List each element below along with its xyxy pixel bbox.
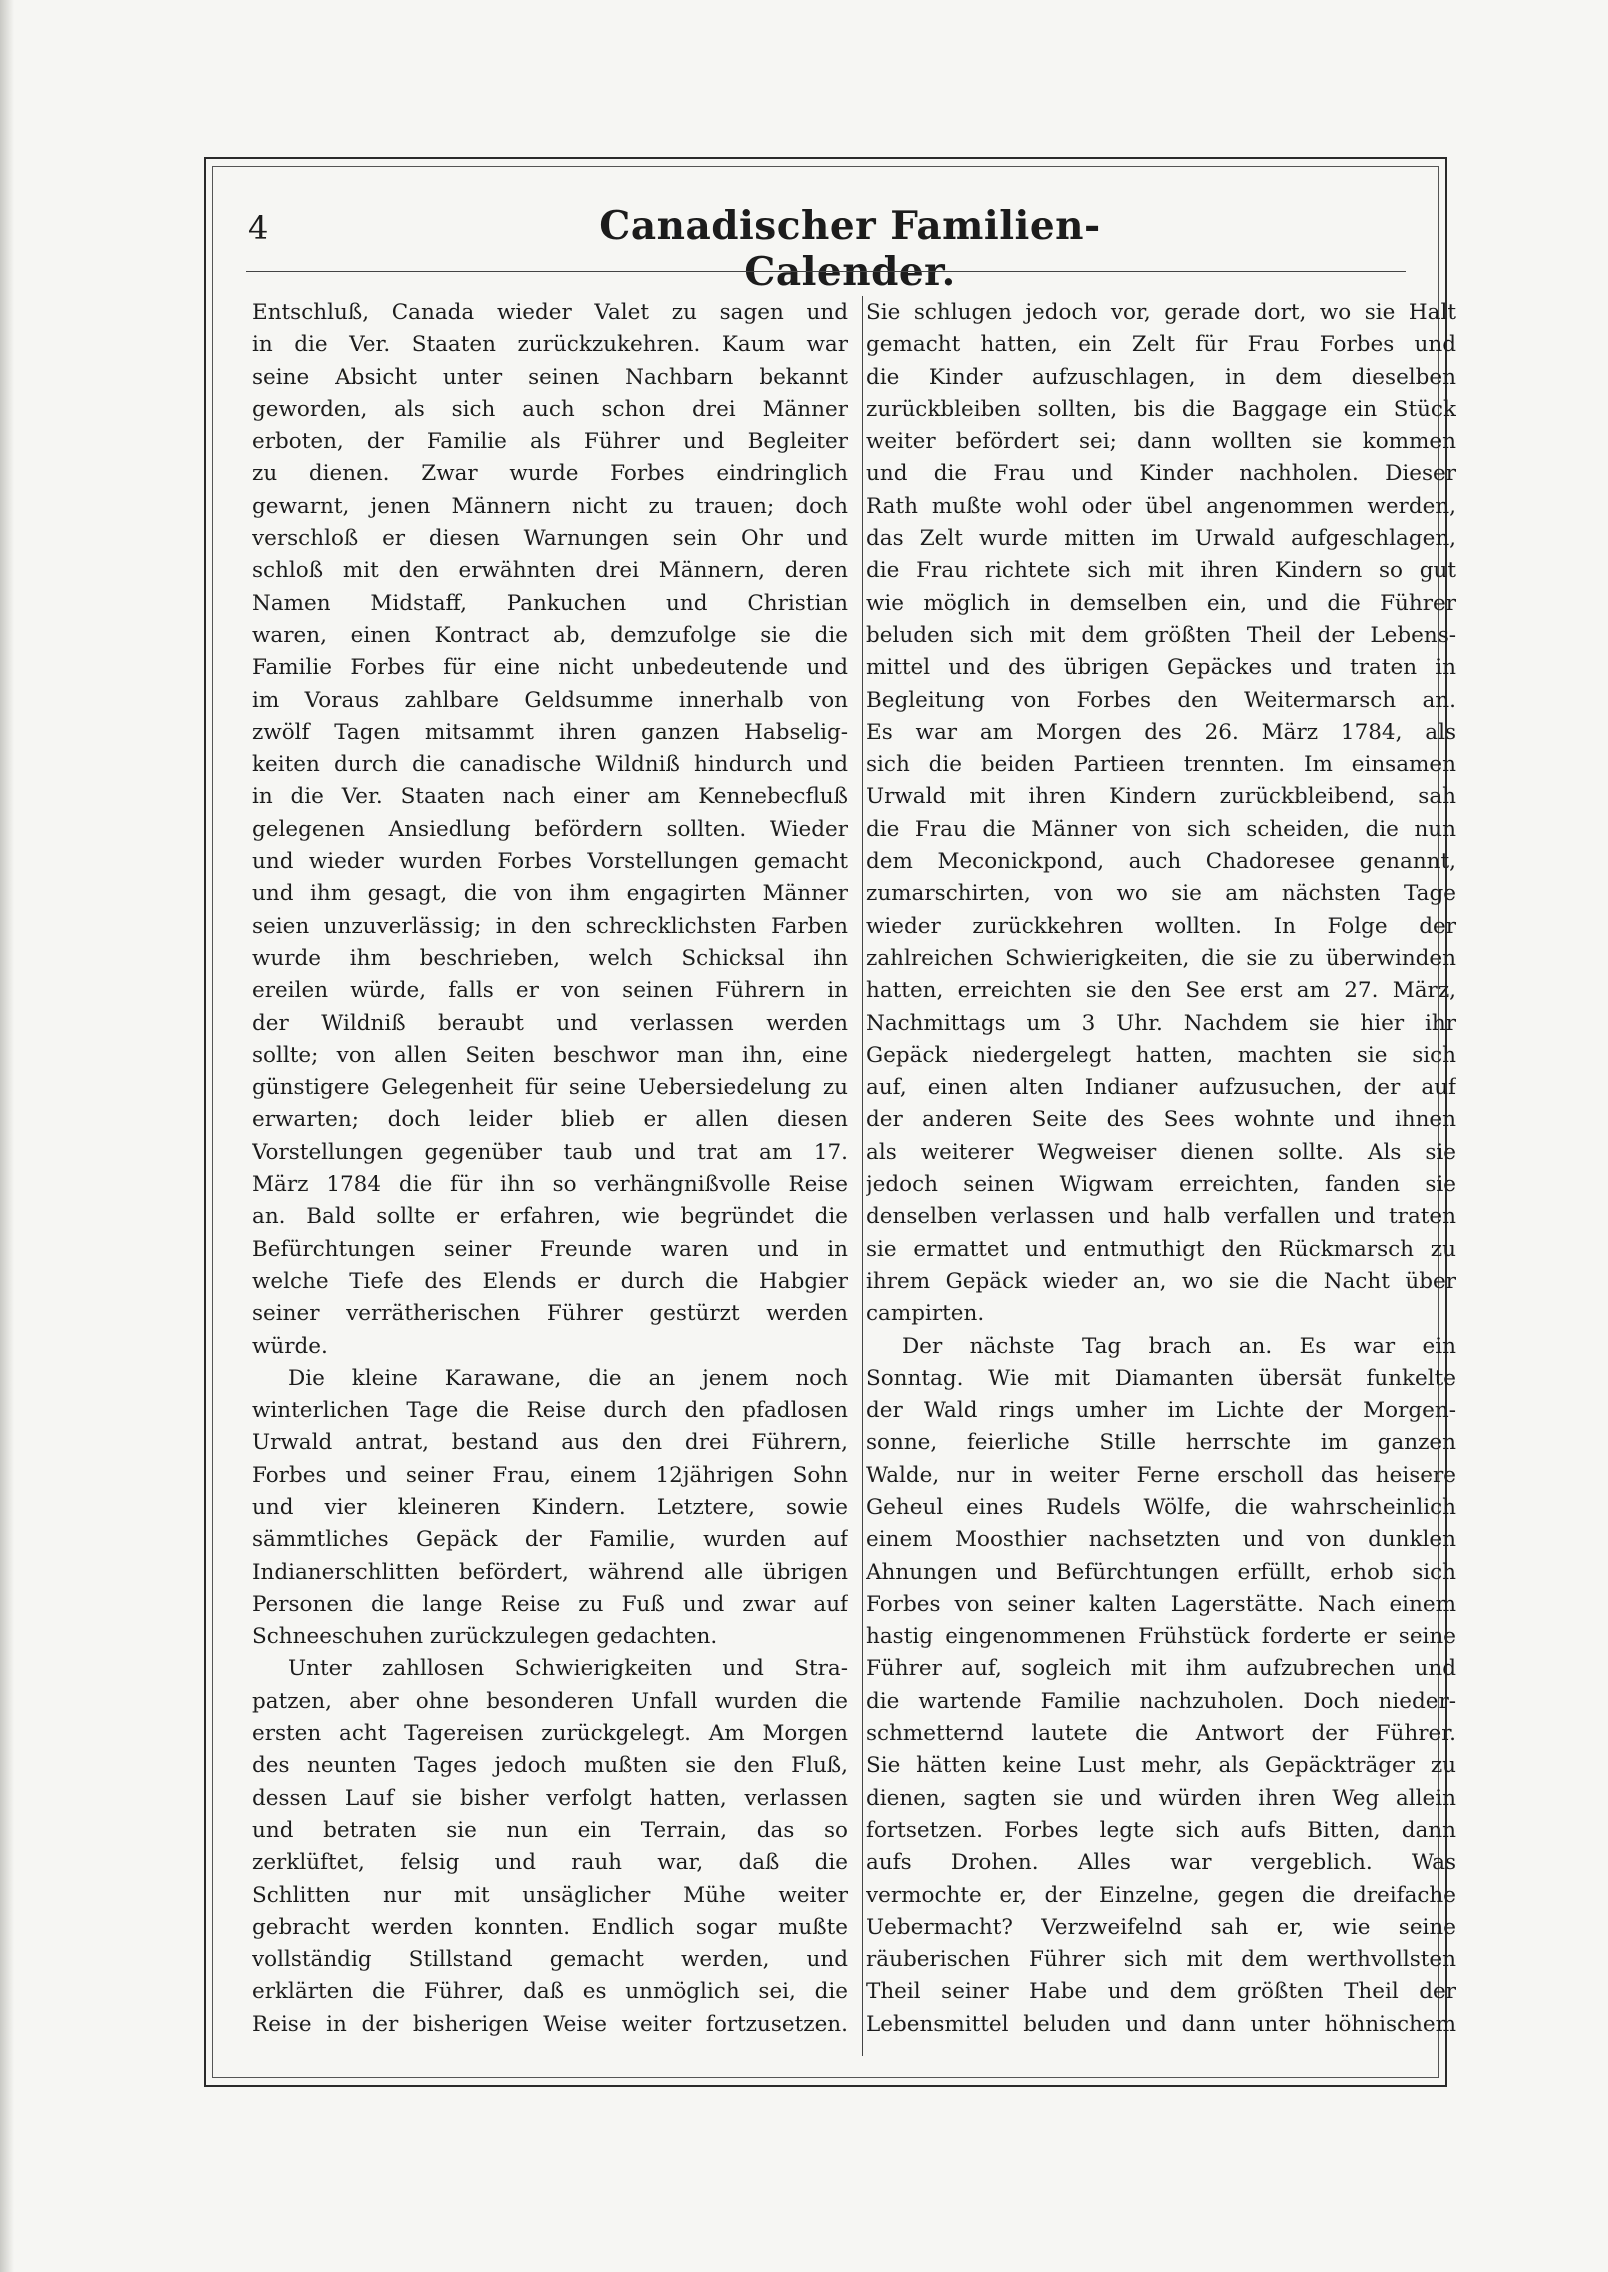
text-line: erklärten die Führer, daß es unmöglich sei, die <box>252 1979 848 2005</box>
text-line: Schneeschuhen zurückzulegen gedachten. <box>252 1624 718 1650</box>
text-line: gelegenen Ansiedlung befördern sollten. Wieder <box>252 816 848 842</box>
text-line: Personen die lange Reise zu Fuß und zwar auf <box>252 1591 848 1617</box>
text-line: Forbes und seiner Frau, einem 12jährigen Sohn <box>252 1462 848 1488</box>
text-line: Walde, nur in weiter Ferne erscholl das heisere <box>866 1462 1456 1488</box>
text-line: Uebermacht? Verzweifelnd sah er, wie seine <box>866 1914 1456 1940</box>
text-line: Schlitten nur mit unsäglicher Mühe weiter <box>252 1882 848 1908</box>
text-line: Geheul eines Rudels Wölfe, die wahrscheinlich <box>866 1494 1456 1520</box>
text-line: die Frau die Männer von sich scheiden, die nun <box>866 816 1456 842</box>
text-line: in die Ver. Staaten zurückzukehren. Kaum war <box>252 332 848 358</box>
text-line: wie möglich in demselben ein, und die Führer <box>866 590 1456 616</box>
text-line: des neunten Tages jedoch mußten sie den Fluß, <box>252 1753 848 1779</box>
text-line: Führer auf, sogleich mit ihm aufzubrechen und <box>866 1656 1456 1682</box>
text-line: würde. <box>252 1333 328 1359</box>
text-line: vollständig Stillstand gemacht werden, und <box>252 1947 848 1973</box>
text-line: sollte; von allen Seiten beschwor man ihn, eine <box>252 1042 848 1068</box>
text-line: seine Absicht unter seinen Nachbarn bekannt <box>252 364 848 390</box>
text-line: ereilen würde, falls er von seinen Führern in <box>252 978 848 1004</box>
text-line: zurückbleiben sollten, bis die Baggage ein Stück <box>866 396 1456 422</box>
text-line: hatten, erreichten sie den See erst am 27. März, <box>866 978 1456 1004</box>
text-line: Theil seiner Habe und dem größten Theil der <box>866 1979 1456 2005</box>
text-line: und betraten sie nun ein Terrain, das so <box>252 1817 848 1843</box>
text-line: einem Moosthier nachsetzten und von dunklen <box>866 1527 1456 1553</box>
text-line: hastig eingenommenen Frühstück forderte er seine <box>866 1624 1456 1650</box>
text-line: Urwald mit ihren Kindern zurückbleibend, sah <box>866 784 1456 810</box>
text-line: Befürchtungen seiner Freunde waren und in <box>252 1236 848 1262</box>
text-line: schloß mit den erwähnten drei Männern, deren <box>252 558 848 584</box>
text-line: zu dienen. Zwar wurde Forbes eindringlich <box>252 461 848 487</box>
text-line: weiter befördert sei; dann wollten sie kommen <box>866 429 1456 455</box>
text-line: Es war am Morgen des 26. März 1784, als <box>866 719 1456 745</box>
text-line: wieder zurückkehren wollten. In Folge der <box>866 913 1456 939</box>
text-line: und vier kleineren Kindern. Letztere, sowie <box>252 1494 848 1520</box>
text-line: Forbes von seiner kalten Lagerstätte. Nach einem <box>866 1591 1456 1617</box>
text-line: welche Tiefe des Elends er durch die Habgier <box>252 1268 848 1294</box>
text-line: campirten. <box>866 1301 985 1327</box>
text-line: zahlreichen Schwierigkeiten, die sie zu überwinden <box>866 945 1456 971</box>
text-line: Begleitung von Forbes den Weitermarsch an. <box>866 687 1456 713</box>
text-line: Reise in der bisherigen Weise weiter fortzusetzen. <box>252 2011 848 2037</box>
text-line: Sie hätten keine Lust mehr, als Gepäckträger zu <box>866 1753 1456 1779</box>
text-line: Rath mußte wohl oder übel angenommen werden, <box>866 493 1456 519</box>
text-line: geworden, als sich auch schon drei Männer <box>252 396 848 422</box>
text-line: und ihm gesagt, die von ihm engagirten Männer <box>252 881 848 907</box>
text-line: sich die beiden Partieen trennten. Im einsamen <box>866 752 1456 778</box>
text-line: zumarschirten, von wo sie am nächsten Tage <box>866 881 1456 907</box>
text-line: Nachmittags um 3 Uhr. Nachdem sie hier ihr <box>866 1010 1456 1036</box>
text-line: Namen Midstaff, Pankuchen und Christian <box>252 590 848 616</box>
text-line: dem Meconickpond, auch Chadoresee genannt, <box>866 849 1456 875</box>
text-line: sie ermattet und entmuthigt den Rückmarsch zu <box>866 1236 1456 1262</box>
text-line: Familie Forbes für eine nicht unbedeutende und <box>252 655 848 681</box>
text-line: fortsetzen. Forbes legte sich aufs Bitten, dann <box>866 1817 1456 1843</box>
text-line: der anderen Seite des Sees wohnte und ihnen <box>866 1107 1456 1133</box>
text-line: Vorstellungen gegenüber taub und trat am 17. <box>252 1139 848 1165</box>
left-text-column <box>252 297 848 2041</box>
text-line: Der nächste Tag brach an. Es war ein <box>902 1333 1456 1359</box>
page-number: 4 <box>248 209 269 247</box>
text-line: der Wildniß beraubt und verlassen werden <box>252 1010 848 1036</box>
text-line: sämmtliches Gepäck der Familie, wurden auf <box>252 1527 848 1553</box>
running-title: Canadischer Familien-Calender. <box>599 203 1101 295</box>
text-line: dienen, sagten sie und würden ihren Weg allein <box>866 1785 1456 1811</box>
text-line: das Zelt wurde mitten im Urwald aufgeschlagen, <box>866 526 1456 552</box>
right-text-column <box>866 297 1456 2041</box>
text-line: aufs Drohen. Alles war vergeblich. Was <box>866 1850 1456 1876</box>
page-edge-shadow <box>0 0 14 2272</box>
text-line: gemacht hatten, ein Zelt für Frau Forbes und <box>866 332 1456 358</box>
column-divider <box>862 296 863 2056</box>
text-line: günstigere Gelegenheit für seine Uebersiedelung zu <box>252 1075 848 1101</box>
text-line: ersten acht Tagereisen zurückgelegt. Am Morgen <box>252 1721 848 1747</box>
text-line: auf, einen alten Indianer aufzusuchen, der auf <box>866 1075 1456 1101</box>
text-line: die Frau richtete sich mit ihren Kindern so gut <box>866 558 1456 584</box>
text-line: an. Bald sollte er erfahren, wie begründet die <box>252 1204 848 1230</box>
text-line: Indianerschlitten befördert, während alle übrigen <box>252 1559 848 1585</box>
text-line: Unter zahllosen Schwierigkeiten und Stra- <box>288 1656 848 1682</box>
text-line: Sie schlugen jedoch vor, gerade dort, wo sie Halt <box>866 300 1456 325</box>
text-line: gewarnt, jenen Männern nicht zu trauen; doch <box>252 493 848 519</box>
text-line: Lebensmittel beluden und dann unter höhnischem <box>866 2011 1456 2037</box>
header-divider <box>246 271 1406 272</box>
text-line: mittel und des übrigen Gepäckes und traten in <box>866 655 1456 681</box>
text-line: gebracht werden konnten. Endlich sogar mußte <box>252 1914 848 1940</box>
text-line: als weiterer Wegweiser dienen sollte. Als sie <box>866 1139 1456 1165</box>
text-line: keiten durch die canadische Wildniß hindurch und <box>252 752 848 778</box>
text-line: Die kleine Karawane, die an jenem noch <box>288 1365 848 1391</box>
text-line: winterlichen Tage die Reise durch den pfadlosen <box>252 1398 848 1424</box>
text-line: jedoch seinen Wigwam erreichten, fanden sie <box>866 1172 1456 1198</box>
text-line: räuberischen Führer sich mit dem werthvollsten <box>866 1947 1456 1973</box>
text-line: und wieder wurden Forbes Vorstellungen gemacht <box>252 849 848 875</box>
text-line: waren, einen Kontract ab, demzufolge sie die <box>252 622 848 648</box>
text-line: denselben verlassen und halb verfallen und traten <box>866 1204 1456 1230</box>
text-line: sonne, feierliche Stille herrschte im ganzen <box>866 1430 1456 1456</box>
text-line: Ahnungen und Befürchtungen erfüllt, erhob sich <box>866 1559 1456 1585</box>
text-line: wurde ihm beschrieben, welch Schicksal ihn <box>252 945 848 971</box>
text-line: der Wald rings umher im Lichte der Morgen- <box>866 1398 1456 1424</box>
text-line: die Kinder aufzuschlagen, in dem dieselben <box>866 364 1456 390</box>
text-line: Sonntag. Wie mit Diamanten übersät funkelte <box>866 1365 1456 1391</box>
text-line: und die Frau und Kinder nachholen. Dieser <box>866 461 1456 487</box>
text-line: die wartende Familie nachzuholen. Doch nieder- <box>866 1688 1456 1714</box>
text-line: ihrem Gepäck wieder an, wo sie die Nacht über <box>866 1268 1456 1294</box>
text-line: verschloß er diesen Warnungen sein Ohr und <box>252 526 848 552</box>
text-line: erwarten; doch leider blieb er allen diesen <box>252 1107 848 1133</box>
text-line: schmetternd lautete die Antwort der Führer. <box>866 1721 1456 1747</box>
text-line: seien unzuverlässig; in den schrecklichsten Farben <box>252 913 848 939</box>
text-line: dessen Lauf sie bisher verfolgt hatten, verlassen <box>252 1785 848 1811</box>
text-line: erboten, der Familie als Führer und Begleiter <box>252 429 848 455</box>
text-line: Gepäck niedergelegt hatten, machten sie sich <box>866 1042 1456 1068</box>
text-line: zerklüftet, felsig und rauh war, daß die <box>252 1850 848 1876</box>
text-line: vermochte er, der Einzelne, gegen die dreifache <box>866 1882 1456 1908</box>
text-line: seiner verrätherischen Führer gestürzt werden <box>252 1301 848 1327</box>
text-line: patzen, aber ohne besonderen Unfall wurden die <box>252 1688 848 1714</box>
text-line: Entschluß, Canada wieder Valet zu sagen und <box>252 300 848 325</box>
text-line: Urwald antrat, bestand aus den drei Führern, <box>252 1430 848 1456</box>
text-line: im Voraus zahlbare Geldsumme innerhalb von <box>252 687 848 713</box>
text-line: zwölf Tagen mitsammt ihren ganzen Habselig- <box>252 719 848 745</box>
text-line: März 1784 die für ihn so verhängnißvolle Reise <box>252 1172 848 1198</box>
text-line: in die Ver. Staaten nach einer am Kennebecfluß <box>252 784 848 810</box>
text-line: beluden sich mit dem größten Theil der Lebens- <box>866 622 1456 648</box>
